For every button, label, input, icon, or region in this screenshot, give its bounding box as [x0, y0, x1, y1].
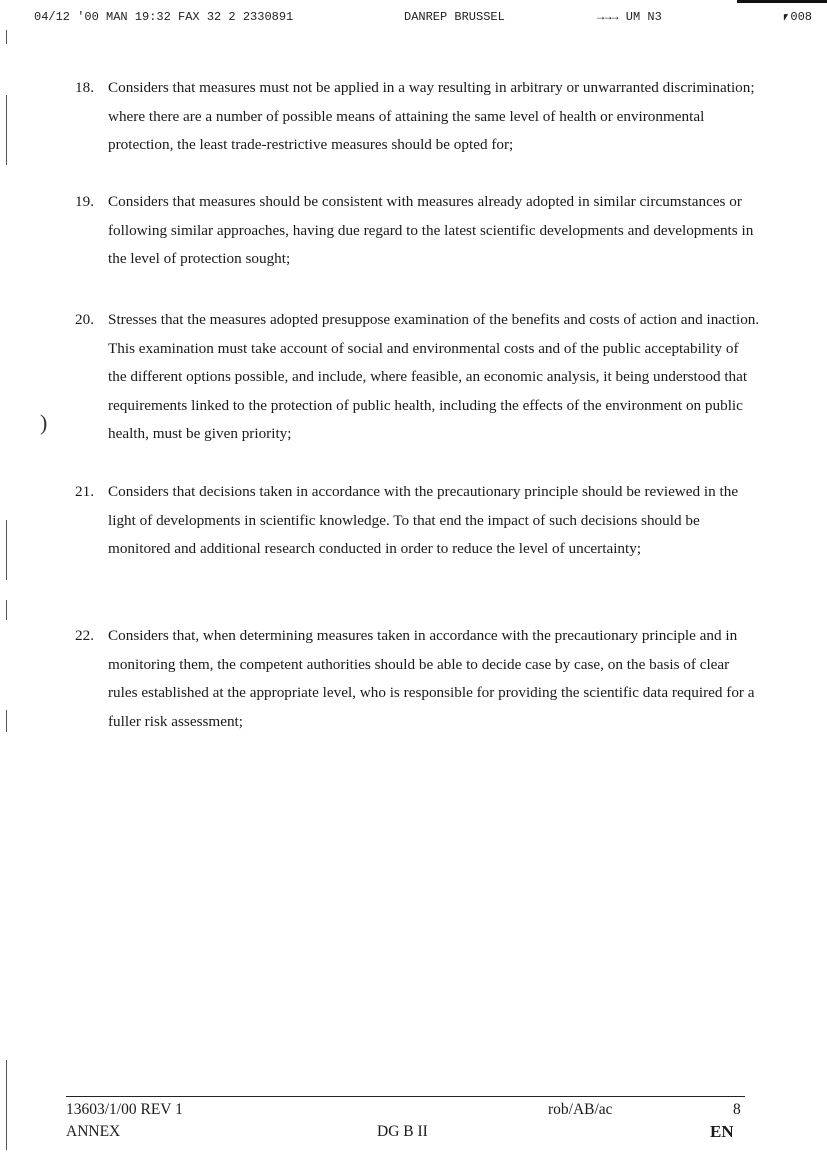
paragraph-text: Stresses that the measures adopted presuppose examination of the benefits and costs of action and inaction. This examination must take account of social and environmental costs and of the public acceptability of the different options possible, and include, where feasible, an economic analysis, it being understood that requirements linked to the protection of public health, including the effects of the environment on public health, must be given priority;	[108, 311, 760, 442]
paragraph-text: Considers that, when determining measures taken in accordance with the precautionary principle and in monitoring them, the competent authorities should be able to decide case by case, on the basis of clear rules established at the appropriate level, who is responsible for providing the scientific data required for a fuller risk assessment;	[108, 627, 755, 730]
paragraph-21	[60, 478, 760, 564]
footer-initials: rob/AB/ac	[548, 1101, 613, 1118]
footer-rule	[66, 1096, 745, 1097]
scan-bracket-mark: )	[40, 410, 48, 435]
paragraph-number: 18.	[75, 79, 94, 96]
margin-mark	[6, 600, 7, 620]
paragraph-text: Considers that measures should be consistent with measures already adopted in similar circumstances or following similar approaches, having due regard to the latest scientific developments and developments in the level of protection sought;	[108, 193, 754, 267]
margin-mark	[6, 30, 7, 44]
paragraph-19	[60, 188, 760, 274]
paragraph-number: 20.	[75, 311, 94, 328]
fax-header-rule	[737, 0, 827, 3]
paragraph-18	[60, 74, 760, 160]
paragraph-number: 21.	[75, 483, 94, 500]
margin-mark	[6, 1060, 7, 1150]
fax-header	[34, 10, 814, 26]
paragraph-text: Considers that measures must not be applied in a way resulting in arbitrary or unwarranted discrimination; where there are a number of possible means of attaining the same level of health or environmental protection, the least trade-restrictive measures should be opted for;	[108, 79, 755, 153]
margin-mark	[6, 95, 7, 165]
footer-dg: DG B II	[377, 1123, 428, 1140]
footer-doc-ref: 13603/1/00 REV 1	[66, 1101, 183, 1118]
fax-sender: DANREP BRUSSEL	[404, 10, 505, 24]
fax-route: →→→ UM N3	[597, 10, 662, 24]
fax-page-number: ⎖008	[780, 10, 812, 24]
margin-mark	[6, 710, 7, 732]
footer-annex: ANNEX	[66, 1123, 121, 1140]
paragraph-22	[60, 622, 760, 736]
margin-mark	[6, 520, 7, 580]
fax-page-icon: ⎖	[780, 10, 791, 24]
footer-language: EN	[710, 1122, 734, 1141]
paragraph-number: 19.	[75, 193, 94, 210]
fax-timestamp: 04/12 '00 MAN 19:32 FAX 32 2 2330891	[34, 10, 294, 24]
paragraph-20	[60, 306, 760, 449]
paragraph-text: Considers that decisions taken in accordance with the precautionary principle should be reviewed in the light of developments in scientific knowledge. To that end the impact of such decisions should be monitored and additional research conducted in order to reduce the level of uncertainty;	[108, 483, 739, 557]
paragraph-number: 22.	[75, 627, 94, 644]
footer-page-number: 8	[733, 1101, 741, 1118]
